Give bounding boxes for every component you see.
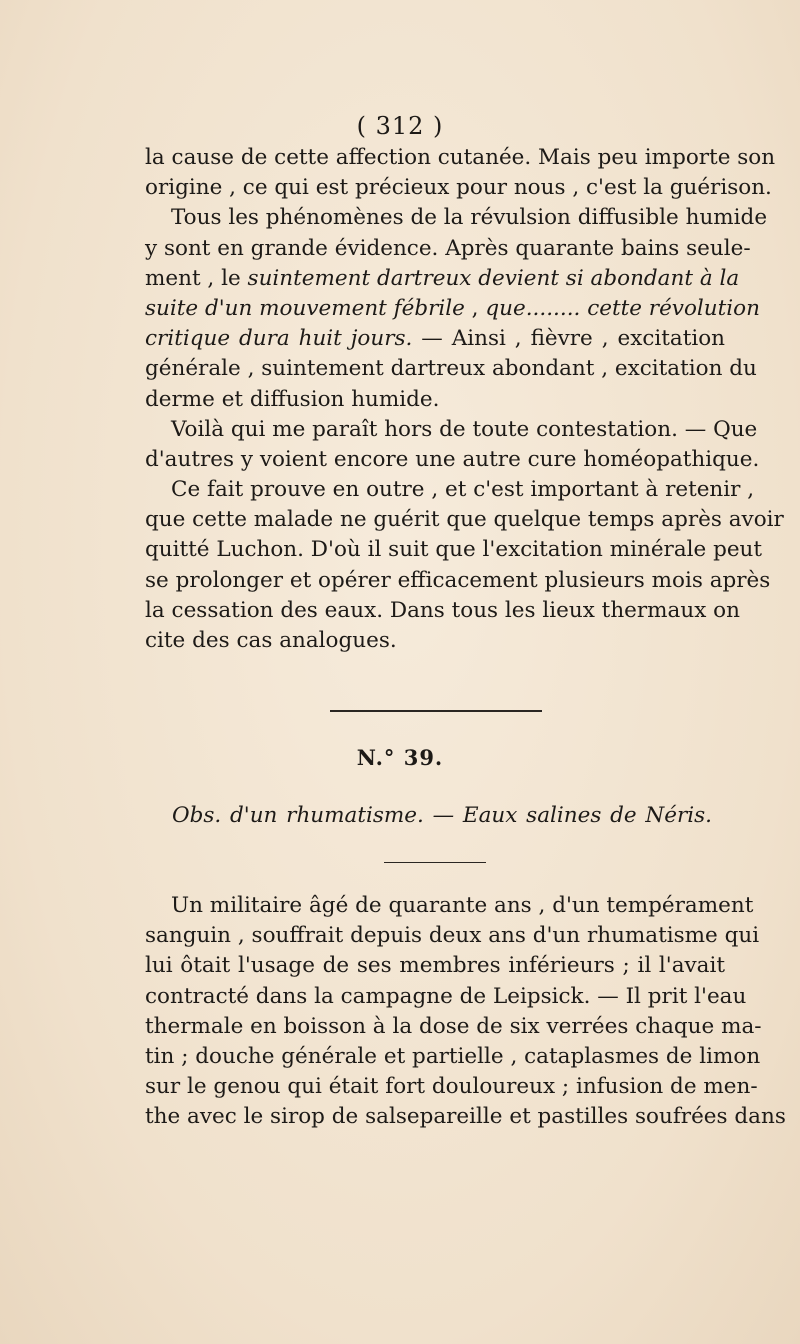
- section-title: N.° 39.: [356, 745, 444, 770]
- text-line: d'autres y voient encore une autre cure homéopathique.: [145, 446, 760, 472]
- subtitle-part: Obs. d'un rhumatisme.: [172, 803, 424, 828]
- italic-fragment: suintement dartreux devient si abondant à la: [247, 265, 740, 291]
- text-line: [145, 324, 725, 354]
- section-subtitle: [172, 803, 712, 828]
- text-line: sanguin , souffrait depuis deux ans d'un rhumatisme qui: [145, 923, 760, 949]
- text-line: contracté dans la campagne de Leipsick. — Il prit l'eau: [145, 983, 747, 1009]
- text-line: thermale en boisson à la dose de six verrées chaque ma-: [145, 1013, 762, 1039]
- text-line: la cessation des eaux. Dans tous les lieux thermaux on: [145, 597, 740, 623]
- text-line: origine , ce qui est précieux pour nous , c'est la guérison.: [145, 175, 772, 201]
- italic-fragment: suite d'un mouvement fébrile: [145, 295, 465, 321]
- text-line: se prolonger et opérer efficacement plusieurs mois après: [145, 567, 771, 593]
- text-line: quitté Luchon. D'où il suit que l'excitation minérale peut: [145, 537, 763, 563]
- text-line: que cette malade ne guérit que quelque temps après avoir: [145, 507, 784, 533]
- text-line: tin ; douche générale et partielle , cataplasmes de limon: [145, 1043, 761, 1069]
- text-line: Tous les phénomènes de la révulsion diffusible humide: [171, 205, 768, 231]
- text-line: générale , suintement dartreux abondant , excitation du: [145, 356, 757, 382]
- italic-fragment: critique dura huit jours.: [145, 326, 413, 352]
- text-line: sur le genou qui était fort douloureux ; infusion de men-: [145, 1074, 758, 1100]
- section-divider-top: [330, 710, 542, 712]
- body-text-upper: [145, 143, 784, 656]
- text-line: lui ôtait l'usage de ses membres inférieurs ; il l'avait: [145, 953, 725, 979]
- text-line: Ce fait prouve en outre , et c'est important à retenir ,: [171, 477, 755, 503]
- text-line: [145, 294, 760, 324]
- text-line: the avec le sirop de salsepareille et pastilles soufrées dans: [145, 1104, 786, 1130]
- text-line: [145, 264, 740, 294]
- page-number: ( 312 ): [356, 112, 444, 140]
- text-line: y sont en grande évidence. Après quarante bains seule-: [145, 235, 751, 261]
- italic-fragment: que........ cette révolution: [485, 295, 760, 321]
- text-fragment: — Ainsi , fièvre , excitation: [412, 326, 725, 352]
- text-line: la cause de cette affection cutanée. Mais peu importe son: [145, 145, 776, 170]
- text-line: cite des cas analogues.: [145, 628, 397, 653]
- text-fragment: ,: [464, 295, 486, 321]
- subtitle-dash: —: [423, 803, 463, 828]
- body-text-lower: [145, 891, 786, 1133]
- text-fragment: ment , le: [145, 265, 248, 291]
- text-line: derme et diffusion humide.: [145, 386, 440, 412]
- text-line: Un militaire âgé de quarante ans , d'un tempérament: [171, 893, 754, 918]
- subtitle-part: Eaux salines de Néris.: [462, 803, 712, 828]
- text-line: Voilà qui me paraît hors de toute contestation. — Que: [171, 416, 758, 442]
- section-divider-bottom: [384, 862, 486, 863]
